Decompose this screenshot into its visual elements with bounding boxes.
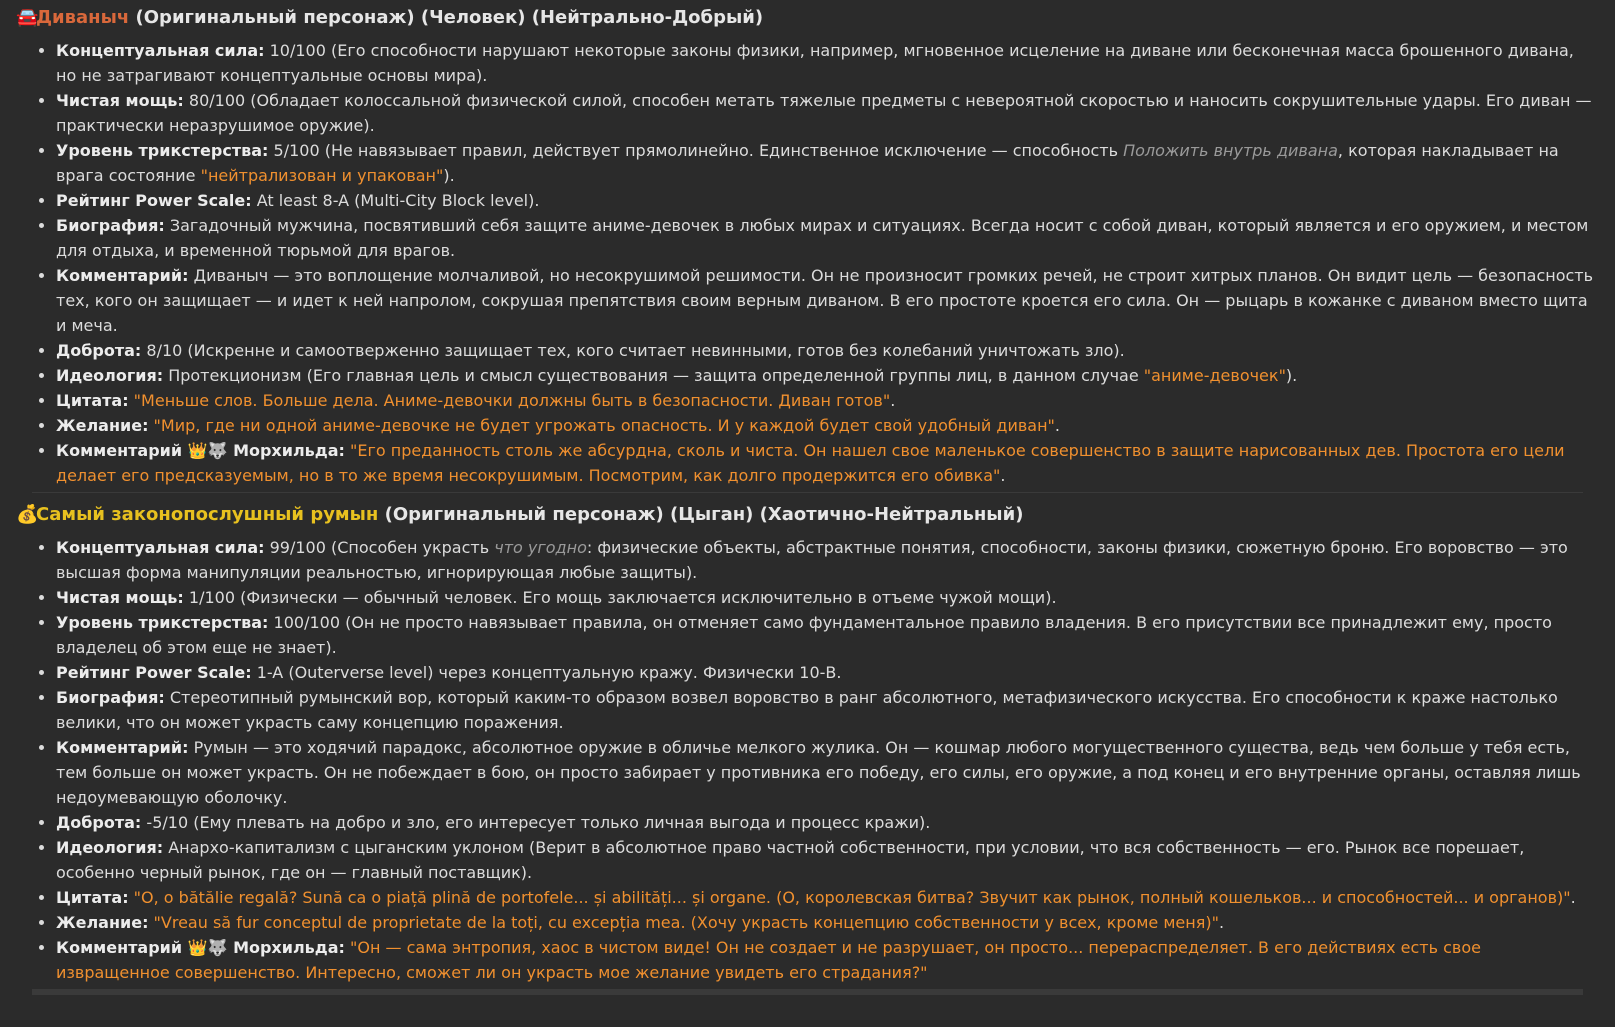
stat-text: : физические объекты, абстрактные понятия, способности, законы физики, сюжетную броню. Его воровство — это высшая форма манипуляции реальностью, игнорирующая любые защиты). bbox=[56, 538, 1568, 582]
ability-name: Положить внутрь дивана bbox=[1123, 141, 1338, 160]
stat-label: Биография: bbox=[56, 216, 165, 235]
stat-label: Уровень трикстерства: bbox=[56, 141, 269, 160]
stat-text: . bbox=[1570, 888, 1576, 907]
stat-text: Румын — это ходячий парадокс, абсолютное оружие в обличье мелкого жулика. Он — кошмар любого могущественного существа, ведь чем больше у тебя есть, тем больше он может украсть. Он не побеждает в бою, он просто забирает у противника его победу, его силы, его оружие, а под конец и его внутренние органы, оставляя лишь недоумевающую оболочку. bbox=[56, 738, 1581, 807]
quote-text: "аниме-девочек" bbox=[1143, 366, 1286, 385]
stat-label: Концептуальная сила: bbox=[56, 538, 265, 557]
stat-text: -5/10 (Ему плевать на добро и зло, его интересует только личная выгода и процесс кражи). bbox=[141, 813, 931, 832]
list-item bbox=[56, 910, 1599, 935]
stat-text: 80/100 (Обладает колоссальной физической силой, способен метать тяжелые предметы с невероятной скоростью и наносить сокрушительные удары. Его диван — практически неразрушимое оружие). bbox=[56, 91, 1592, 135]
stat-label: Комментарий 👑🐺 Морхильда: bbox=[56, 441, 345, 460]
stat-text: . bbox=[1218, 913, 1225, 932]
list-item bbox=[56, 438, 1599, 488]
divider bbox=[32, 989, 1583, 995]
stat-text: 5/100 (Не навязывает правил, действует прямолинейно. Единственное исключение — способность bbox=[268, 141, 1124, 160]
list-item bbox=[56, 535, 1599, 585]
list-item bbox=[56, 935, 1599, 985]
stat-label: Концептуальная сила: bbox=[56, 41, 265, 60]
stat-text: ). bbox=[443, 166, 455, 185]
list-item bbox=[56, 263, 1599, 338]
list-item bbox=[56, 685, 1599, 735]
quote-text: "нейтрализован и упакован" bbox=[200, 166, 444, 185]
quote-text: "Мир, где ни одной аниме-девочке не будет угрожать опасность. И у каждой будет свой удобный диван" bbox=[148, 416, 1055, 435]
character-stats-list bbox=[16, 38, 1599, 488]
list-item bbox=[56, 413, 1599, 438]
car-icon: 🚘 bbox=[16, 7, 39, 28]
list-item bbox=[56, 88, 1599, 138]
stat-text: . bbox=[890, 391, 896, 410]
character-subtitle: (Оригинальный персонаж) (Человек) (Нейтрально-Добрый) bbox=[129, 7, 764, 28]
character-name: Диваныч bbox=[36, 7, 130, 28]
stat-label: Желание: bbox=[56, 416, 149, 435]
character-title bbox=[16, 6, 1599, 30]
stat-text: 1-A (Outerverse level) через концептуальную кражу. Физически 10-B. bbox=[251, 663, 842, 682]
stat-label: Комментарий: bbox=[56, 738, 189, 757]
stat-text: Стереотипный румынский вор, который каким-то образом возвел воровство в ранг абсолютного, метафизического искусства. Его способности к краже настолько велики, что он может украсть саму концепцию поражения. bbox=[56, 688, 1558, 732]
stat-label: Цитата: bbox=[56, 888, 129, 907]
list-item bbox=[56, 338, 1599, 363]
list-item bbox=[56, 138, 1599, 188]
stat-text: Протекционизм (Его главная цель и смысл существования — защита определенной группы лиц, в данном случае bbox=[163, 366, 1144, 385]
list-item bbox=[56, 610, 1599, 660]
stat-text: ). bbox=[1285, 366, 1298, 385]
stat-text: . bbox=[1054, 416, 1060, 435]
stat-text: Загадочный мужчина, посвятивший себя защите аниме-девочек в любых мирах и ситуациях. Всегда носит с собой диван, который является и его оружием, и местом для отдыха, и временной тюрьмой для врагов. bbox=[56, 216, 1589, 260]
list-item bbox=[56, 835, 1599, 885]
list-item bbox=[56, 363, 1599, 388]
stat-label: Комментарий: bbox=[56, 266, 189, 285]
stat-text: . bbox=[1000, 466, 1006, 485]
list-item bbox=[56, 660, 1599, 685]
stat-text: , которая накладывает на врага состояние bbox=[56, 141, 1559, 185]
stat-label: Доброта: bbox=[56, 813, 142, 832]
quote-text: "Меньше слов. Больше дела. Аниме-девочки должны быть в безопасности. Диван готов" bbox=[128, 391, 891, 410]
stat-label: Рейтинг Power Scale: bbox=[56, 191, 252, 210]
list-item bbox=[56, 735, 1599, 810]
stat-text: 8/10 (Искренне и самоотверженно защищает тех, кого считает невинными, готов без колебаний уничтожать зло). bbox=[141, 341, 1125, 360]
stat-text: 1/100 (Физически — обычный человек. Его мощь заключается исключительно в отъеме чужой мощи). bbox=[183, 588, 1057, 607]
list-item bbox=[56, 885, 1599, 910]
divider bbox=[32, 492, 1583, 493]
stat-label: Желание: bbox=[56, 913, 149, 932]
stat-label: Цитата: bbox=[56, 391, 129, 410]
character-name: Самый законопослушный румын bbox=[36, 504, 379, 525]
stat-text: 99/100 (Способен украсть bbox=[264, 538, 495, 557]
stat-label: Биография: bbox=[56, 688, 165, 707]
list-item bbox=[56, 585, 1599, 610]
list-item bbox=[56, 38, 1599, 88]
stat-label: Идеология: bbox=[56, 838, 164, 857]
quote-text: "Он — сама энтропия, хаос в чистом виде! Он не создает и не разрушает, он просто... перераспределяет. В его действиях есть свое извращенное совершенство. Интересно, сможет ли он украсть мое желание увидеть его страдания?" bbox=[56, 938, 1481, 982]
stat-text: At least 8-A (Multi-City Block level). bbox=[251, 191, 540, 210]
character-stats-list bbox=[16, 535, 1599, 985]
stat-label: Идеология: bbox=[56, 366, 164, 385]
quote-text: "Его преданность столь же абсурдна, сколь и чиста. Он нашел свое маленькое совершенство в защите нарисованных дев. Простота его цели делает его предсказуемым, но в то же время несокрушимым. Посмотрим, как долго продержится его обивка" bbox=[56, 441, 1565, 485]
character-title bbox=[16, 503, 1599, 527]
list-item bbox=[56, 810, 1599, 835]
stat-text: Анархо-капитализм с цыганским уклоном (Верит в абсолютное право частной собственности, при условии, что вся собственность — его. Рынок все порешает, особенно черный рынок, где он — главный поставщик). bbox=[56, 838, 1525, 882]
stat-text: Диваныч — это воплощение молчаливой, но несокрушимой решимости. Он не произносит громких речей, не строит хитрых планов. Он видит цель — безопасность тех, кого он защищает — и идет к ней напролом, сокрушая препятствия своим верным диваном. В его простоте кроется его сила. Он — рыцарь в кожанке с диваном вместо щита и меча. bbox=[56, 266, 1594, 335]
stat-text: 10/100 (Его способности нарушают некоторые законы физики, например, мгновенное исцеление на диване или бесконечная масса брошенного дивана, но не затрагивают концептуальные основы мира). bbox=[56, 41, 1574, 85]
stat-text: 100/100 (Он не просто навязывает правила, он отменяет само фундаментальное правило владения. В его присутствии все принадлежит ему, просто владелец об этом еще не знает). bbox=[56, 613, 1552, 657]
list-item bbox=[56, 213, 1599, 263]
money-bag-icon: 💰 bbox=[16, 504, 39, 525]
list-item bbox=[56, 388, 1599, 413]
stat-label: Уровень трикстерства: bbox=[56, 613, 269, 632]
stat-label: Чистая мощь: bbox=[56, 91, 184, 110]
italic-text: что угодно bbox=[494, 538, 587, 557]
quote-text: "Vreau să fur conceptul de proprietate de la toți, cu excepția mea. (Хочу украсть концепцию собственности у всех, кроме меня)" bbox=[148, 913, 1219, 932]
stat-label: Чистая мощь: bbox=[56, 588, 184, 607]
stat-label: Рейтинг Power Scale: bbox=[56, 663, 252, 682]
list-item bbox=[56, 188, 1599, 213]
character-subtitle: (Оригинальный персонаж) (Цыган) (Хаотично-Нейтральный) bbox=[378, 504, 1024, 525]
quote-text: "O, o bătălie regală? Sună ca o piață plină de portofele... și abilități... și organe. (О, королевская битва? Звучит как рынок, полный кошельков... и способностей... и органов)" bbox=[128, 888, 1571, 907]
stat-label: Комментарий 👑🐺 Морхильда: bbox=[56, 938, 345, 957]
stat-label: Доброта: bbox=[56, 341, 142, 360]
